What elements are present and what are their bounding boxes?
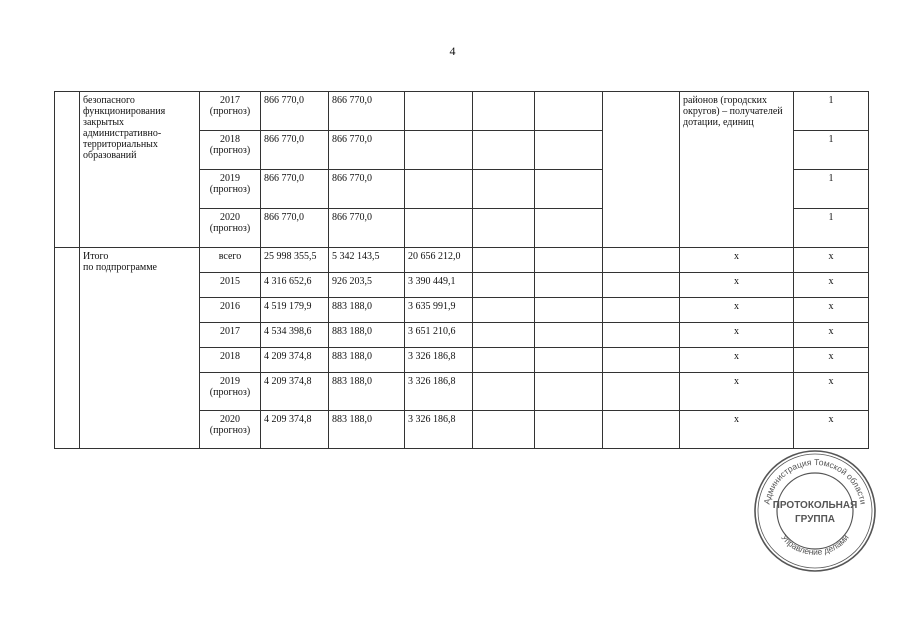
x-cell: x bbox=[794, 248, 869, 273]
indicator-value: 1 bbox=[794, 209, 869, 248]
year-cell: 2017 (прогноз) bbox=[200, 92, 261, 131]
total-cell: 25 998 355,5 bbox=[261, 248, 329, 273]
amount-cell bbox=[405, 209, 473, 248]
x-cell: x bbox=[680, 298, 794, 323]
amount-cell bbox=[535, 92, 603, 131]
amount-cell bbox=[473, 323, 535, 348]
stamp-outer-text: Администрация Томской области bbox=[761, 456, 869, 506]
total-cell: 4 209 374,8 bbox=[261, 373, 329, 411]
amount-cell bbox=[473, 373, 535, 411]
amount-cell: 20 656 212,0 bbox=[405, 248, 473, 273]
amount-cell bbox=[473, 170, 535, 209]
amount-cell: 3 635 991,9 bbox=[405, 298, 473, 323]
amount-cell bbox=[535, 323, 603, 348]
amount-cell: 866 770,0 bbox=[329, 92, 405, 131]
total-cell: 866 770,0 bbox=[261, 170, 329, 209]
amount-cell: 883 188,0 bbox=[329, 411, 405, 449]
total-cell: 866 770,0 bbox=[261, 92, 329, 131]
indicator-value: 1 bbox=[794, 131, 869, 170]
amount-cell bbox=[405, 131, 473, 170]
amount-cell: 883 188,0 bbox=[329, 373, 405, 411]
stamp-center-line1: ПРОТОКОЛЬНАЯ bbox=[772, 500, 858, 511]
x-cell: x bbox=[794, 298, 869, 323]
empty-cell bbox=[603, 323, 680, 348]
number-cell bbox=[55, 92, 80, 248]
year-cell: 2018 bbox=[200, 348, 261, 373]
indicator-cell: районов (городских округов) – получателей дотации, единиц bbox=[680, 92, 794, 248]
year-cell: всего bbox=[200, 248, 261, 273]
x-cell: x bbox=[680, 373, 794, 411]
amount-cell: 866 770,0 bbox=[329, 170, 405, 209]
empty-cell bbox=[603, 411, 680, 449]
year-cell: 2020 (прогноз) bbox=[200, 411, 261, 449]
page-number: 4 bbox=[449, 44, 456, 58]
amount-cell bbox=[535, 373, 603, 411]
amount-cell: 3 390 449,1 bbox=[405, 273, 473, 298]
stamp-bottom-text: Управление делами bbox=[779, 532, 851, 557]
amount-cell bbox=[535, 411, 603, 449]
total-cell: 4 316 652,6 bbox=[261, 273, 329, 298]
amount-cell: 883 188,0 bbox=[329, 348, 405, 373]
stamp-center-line2: ГРУППА bbox=[794, 514, 836, 525]
amount-cell: 926 203,5 bbox=[329, 273, 405, 298]
amount-cell: 866 770,0 bbox=[329, 131, 405, 170]
amount-cell: 883 188,0 bbox=[329, 323, 405, 348]
amount-cell: 3 326 186,8 bbox=[405, 411, 473, 449]
number-cell bbox=[55, 248, 80, 449]
amount-cell: 883 188,0 bbox=[329, 298, 405, 323]
x-cell: x bbox=[794, 273, 869, 298]
amount-cell bbox=[535, 273, 603, 298]
measure-name-cell: безопасного функционирования закрытых административно-территориальных образований bbox=[80, 92, 200, 248]
official-stamp bbox=[752, 448, 878, 574]
total-cell: 4 209 374,8 bbox=[261, 348, 329, 373]
x-cell: x bbox=[680, 248, 794, 273]
x-cell: x bbox=[680, 348, 794, 373]
amount-cell bbox=[473, 298, 535, 323]
total-cell: 4 534 398,6 bbox=[261, 323, 329, 348]
amount-cell bbox=[473, 411, 535, 449]
amount-cell: 866 770,0 bbox=[329, 209, 405, 248]
amount-cell bbox=[473, 348, 535, 373]
year-cell: 2020 (прогноз) bbox=[200, 209, 261, 248]
empty-cell bbox=[603, 248, 680, 273]
x-cell: x bbox=[680, 323, 794, 348]
year-cell: 2017 bbox=[200, 323, 261, 348]
amount-cell bbox=[473, 92, 535, 131]
year-cell: 2016 bbox=[200, 298, 261, 323]
indicator-value: 1 bbox=[794, 92, 869, 131]
amount-cell bbox=[473, 131, 535, 170]
total-cell: 866 770,0 bbox=[261, 209, 329, 248]
indicator-value: 1 bbox=[794, 170, 869, 209]
empty-cell bbox=[603, 348, 680, 373]
amount-cell bbox=[535, 298, 603, 323]
x-cell: x bbox=[794, 373, 869, 411]
x-cell: x bbox=[794, 411, 869, 449]
amount-cell: 3 326 186,8 bbox=[405, 348, 473, 373]
amount-cell bbox=[473, 248, 535, 273]
year-cell: 2019 (прогноз) bbox=[200, 170, 261, 209]
amount-cell bbox=[535, 170, 603, 209]
x-cell: x bbox=[680, 273, 794, 298]
amount-cell bbox=[405, 170, 473, 209]
empty-cell bbox=[603, 373, 680, 411]
amount-cell bbox=[473, 209, 535, 248]
amount-cell bbox=[535, 209, 603, 248]
x-cell: x bbox=[680, 411, 794, 449]
amount-cell: 5 342 143,5 bbox=[329, 248, 405, 273]
subtotal-name-cell: Итого по подпрограмме bbox=[80, 248, 200, 449]
amount-cell bbox=[535, 131, 603, 170]
total-cell: 4 519 179,9 bbox=[261, 298, 329, 323]
table-row bbox=[55, 248, 869, 273]
total-cell: 4 209 374,8 bbox=[261, 411, 329, 449]
amount-cell: 3 326 186,8 bbox=[405, 373, 473, 411]
table-row bbox=[55, 92, 869, 131]
year-cell: 2015 bbox=[200, 273, 261, 298]
total-cell: 866 770,0 bbox=[261, 131, 329, 170]
amount-cell: 3 651 210,6 bbox=[405, 323, 473, 348]
x-cell: x bbox=[794, 348, 869, 373]
amount-cell bbox=[535, 348, 603, 373]
empty-cell bbox=[603, 298, 680, 323]
budget-table bbox=[54, 91, 869, 449]
empty-cell bbox=[603, 273, 680, 298]
year-cell: 2019 (прогноз) bbox=[200, 373, 261, 411]
empty-cell bbox=[603, 92, 680, 248]
amount-cell bbox=[535, 248, 603, 273]
x-cell: x bbox=[794, 323, 869, 348]
year-cell: 2018 (прогноз) bbox=[200, 131, 261, 170]
amount-cell bbox=[405, 92, 473, 131]
amount-cell bbox=[473, 273, 535, 298]
